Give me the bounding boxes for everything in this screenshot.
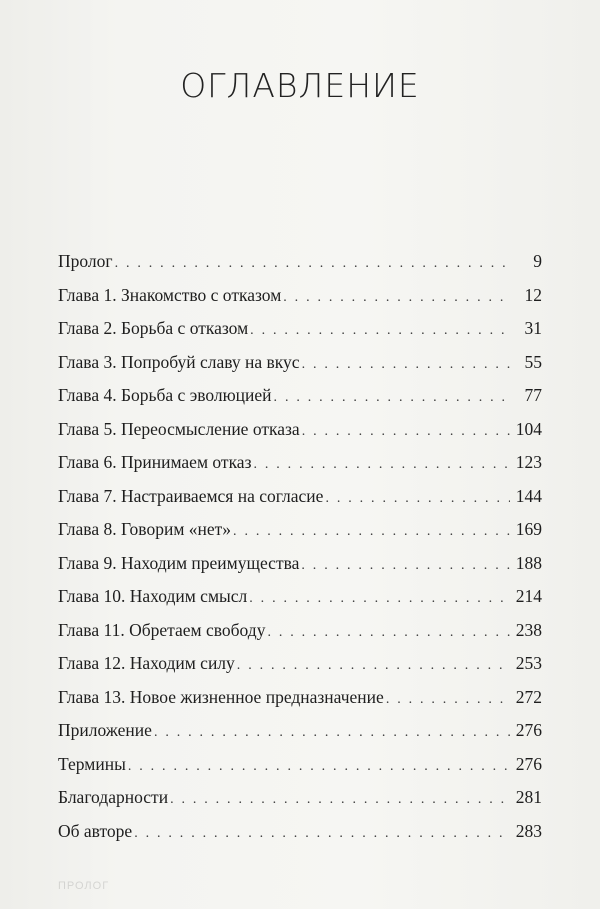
toc-entry-page-number: 276	[515, 753, 542, 774]
toc-entry	[58, 446, 542, 480]
toc-entry-title: Глава 8. Говорим «нет»	[58, 519, 232, 539]
dot-leader	[325, 482, 509, 516]
dot-leader	[283, 281, 512, 315]
toc-entry-title: Глава 1. Знакомство с отказом	[58, 284, 282, 305]
toc-entry-title: Пролог	[58, 251, 113, 271]
toc-entry	[58, 413, 542, 447]
toc-entry-title: Глава 2. Борьба с отказом	[58, 318, 249, 338]
toc-entry	[58, 379, 542, 413]
toc-entry-page-number: 253	[515, 653, 542, 673]
toc-entry	[58, 647, 542, 681]
dot-leader	[233, 515, 510, 549]
toc-entry-page-number: 169	[515, 519, 542, 539]
toc-entry	[58, 781, 542, 815]
toc-entry-page-number: 31	[524, 318, 542, 338]
toc-entry-title: Глава 13. Новое жизненное предназначение	[58, 686, 384, 707]
toc-entry-page-number: 123	[515, 452, 542, 472]
toc-entry-page-number: 104	[515, 418, 542, 439]
toc-entry	[58, 245, 542, 279]
toc-entry	[58, 580, 542, 614]
toc-entry	[58, 547, 542, 581]
toc-entry-page-number: 238	[515, 619, 542, 640]
dot-leader	[115, 247, 512, 281]
toc-entry	[58, 815, 542, 849]
toc-entry-title: Глава 12. Находим силу	[58, 653, 235, 673]
toc-entry	[58, 614, 542, 648]
toc-entry	[58, 346, 542, 380]
dot-leader	[154, 716, 510, 750]
toc-entry	[58, 513, 542, 547]
toc-entry	[58, 681, 542, 715]
toc-entry-page-number: 55	[524, 351, 542, 372]
toc-entry-title: Термины	[58, 753, 126, 774]
toc-entry-page-number: 283	[515, 820, 542, 841]
toc-entry	[58, 279, 542, 313]
toc-entry	[58, 480, 542, 514]
toc-entry-title: Глава 9. Находим преимущества	[58, 552, 300, 573]
bleed-through-text: ПРОЛОГ	[58, 880, 110, 892]
toc-entry	[58, 312, 542, 346]
toc-entry-title: Приложение	[58, 720, 152, 740]
toc-entry-page-number: 272	[515, 686, 542, 707]
toc-entry-page-number: 214	[515, 586, 542, 606]
dot-leader	[302, 348, 512, 382]
toc-entry-page-number: 188	[515, 552, 542, 573]
dot-leader	[170, 783, 510, 817]
toc-entry-title: Благодарности	[58, 787, 169, 807]
dot-leader	[253, 448, 509, 482]
dot-leader	[250, 314, 512, 348]
toc-entry	[58, 748, 542, 782]
dot-leader	[128, 750, 510, 784]
toc-entry-title: Глава 3. Попробуй славу на вкус	[58, 351, 300, 372]
toc-entry-page-number: 9	[533, 251, 542, 271]
dot-leader	[302, 415, 510, 449]
toc-entry-page-number: 144	[515, 485, 542, 506]
toc-entry-title: Глава 11. Обретаем свободу	[58, 619, 266, 640]
toc-entry-title: Глава 10. Находим смысл	[58, 586, 248, 606]
toc-entry-title: Глава 6. Принимаем отказ	[58, 452, 252, 472]
toc-entry-title: Об авторе	[58, 820, 133, 841]
toc-entry	[58, 714, 542, 748]
toc-entry-title: Глава 4. Борьба с эволюцией	[58, 385, 272, 405]
table-of-contents	[58, 245, 542, 848]
dot-leader	[274, 381, 512, 415]
dot-leader	[386, 683, 510, 717]
dot-leader	[301, 549, 509, 583]
page-title: ОГЛАВЛЕНИЕ	[180, 66, 420, 106]
toc-entry-page-number: 77	[524, 385, 542, 405]
toc-entry-page-number: 276	[515, 720, 542, 740]
dot-leader	[249, 582, 509, 616]
toc-entry-title: Глава 7. Настраиваемся на согласие	[58, 485, 324, 506]
toc-entry-title: Глава 5. Переосмысление отказа	[58, 418, 300, 439]
dot-leader	[134, 817, 510, 851]
toc-entry-page-number: 12	[524, 284, 542, 305]
dot-leader	[267, 616, 509, 650]
dot-leader	[237, 649, 510, 683]
toc-entry-page-number: 281	[515, 787, 542, 807]
